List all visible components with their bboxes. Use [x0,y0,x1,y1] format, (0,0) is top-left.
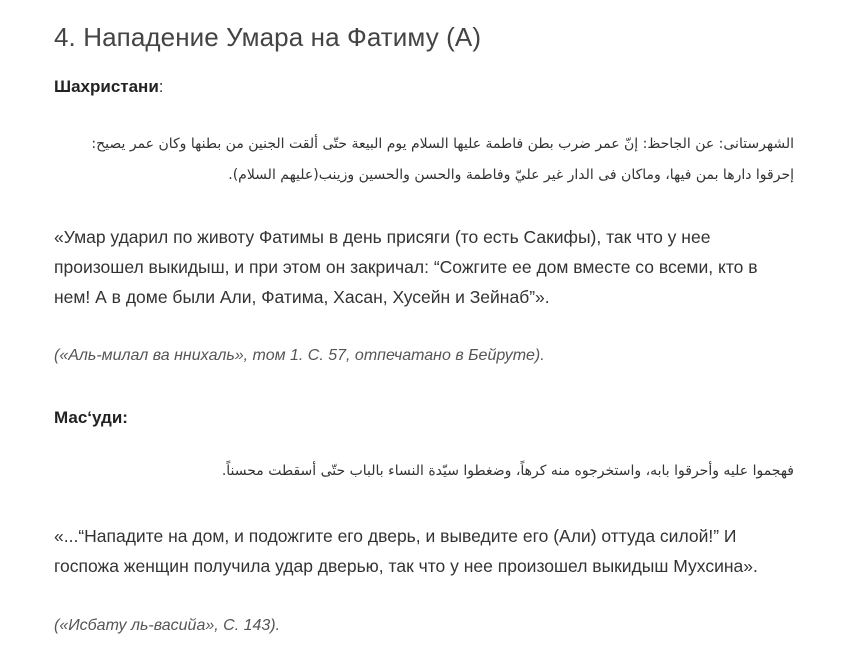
arabic-quote: الشهرستانی: عن الجاحظ: إنّ عمر ضرب بطن فاطمة عليها السلام يوم البيعة حتّى ألقت الجنين من بطنها وكان عمر يصيح: إحرقوا دارها بمن فيها، وماكان فى الدار غير عليّ وفاطمة والحسن والحسين وزينب(عليهم السلام). [91,136,794,183]
arabic-quote: فهجموا عليه وأحرقوا بابه، واستخرجوه منه كرهاً، وضغطوا سيّدة النساء بالباب حتّى أسقطت محسناً. [221,463,794,479]
russian-translation: «Умар ударил по животу Фатимы в день присяги (то есть Сакифы), так что у нее произошел выкидыш, и при этом он закричал: “Сожгите ее дом вместе со всеми, кто в нем! А в доме были Али, Фатима, Хасан, Хусейн и Зейнаб”». [54,227,758,307]
russian-translation: «...“Нападите на дом, и подожгите его дверь, и выведите его (Али) оттуда силой!” И госпожа женщин получила удар дверью, так что у нее произошел выкидыш Мухсина». [54,526,758,576]
source-heading-shahristani [54,77,164,97]
source-heading-masudi [54,408,128,428]
page-title: 4. Нападение Умара на Фатиму (А) [54,22,482,52]
source-name: Шахристани [54,77,159,96]
source-suffix: : [158,77,164,96]
source-name: Мас‘уди: [54,408,128,427]
citation: («Исбату ль-васийа», С. 143). [54,617,281,634]
citation: («Аль-милал ва нниxаль», том 1. С. 57, отпечатано в Бейруте). [54,347,545,364]
